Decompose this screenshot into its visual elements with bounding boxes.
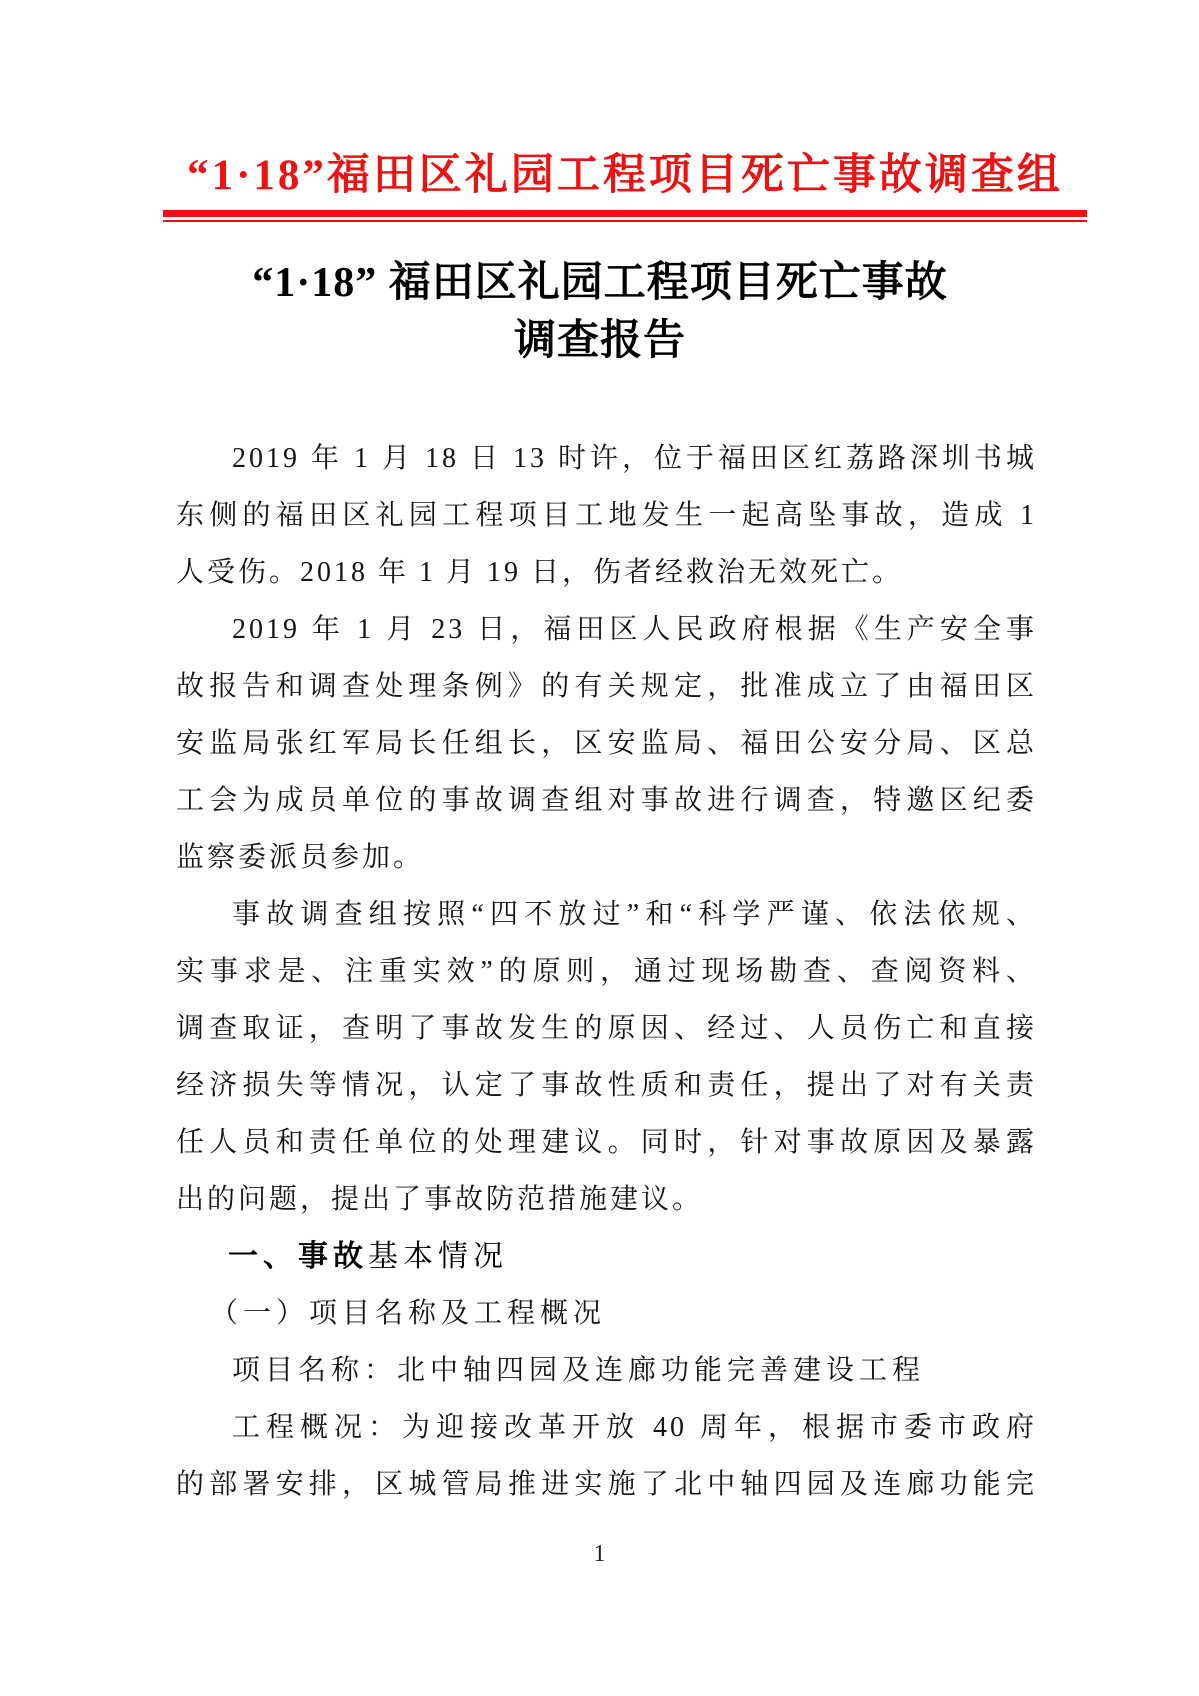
paragraph5-line2: 的部署安排，区城管局推进实施了北中轴四园及连廊功能完 <box>176 1469 1037 1500</box>
paragraph2-line5: 监察委派员参加。 <box>176 842 425 873</box>
page-number: 1 <box>593 1541 606 1567</box>
red-header-banner: “1·18”福田区礼园工程项目死亡事故调查组 <box>187 152 1063 199</box>
paragraph3-line4: 经济损失等情况，认定了事故性质和责任，提出了对有关责 <box>176 1070 1037 1101</box>
section1-heading <box>176 1228 1037 1285</box>
paragraph1-line3: 人受伤。2018 年 1 月 19 日，伤者经救治无效死亡。 <box>176 557 904 588</box>
report-body <box>176 430 1037 1513</box>
project-name-line: 项目名称：北中轴四园及连廊功能完善建设工程 <box>232 1355 926 1386</box>
paragraph2-line1: 2019 年 1 月 23 日，福田区人民政府根据《生产安全事 <box>232 614 1037 645</box>
paragraph1-line1: 2019 年 1 月 18 日 13 时许，位于福田区红荔路深圳书城 <box>232 443 1037 474</box>
paragraph3-line5: 任人员和责任单位的处理建议。同时，针对事故原因及暴露 <box>176 1127 1037 1158</box>
section1-heading-number: 一、事故 <box>228 1240 368 1273</box>
paragraph5-line1: 工程概况：为迎接改革开放 40 周年，根据市委市政府 <box>232 1412 1037 1443</box>
paragraph1-line2: 东侧的福田区礼园工程项目工地发生一起高坠事故，造成 1 <box>176 500 1037 531</box>
paragraph3-line6: 出的问题，提出了事故防范措施建议。 <box>176 1184 704 1215</box>
document-title-line2: 调查报告 <box>513 318 686 364</box>
paragraph2-line2: 故报告和调查处理条例》的有关规定，批准成立了由福田区 <box>176 671 1037 702</box>
document-title-line1: “1·18” 福田区礼园工程项目死亡事故 <box>252 260 948 306</box>
paragraph3-line3: 调查取证，查明了事故发生的原因、经过、人员伤亡和直接 <box>176 1013 1037 1044</box>
document-title <box>170 254 1030 370</box>
subsection1-heading: （一）项目名称及工程概况 <box>210 1298 607 1329</box>
section1-heading-text: 基本情况 <box>368 1240 508 1273</box>
paragraph3-line2: 实事求是、注重实效”的原则，通过现场勘查、查阅资料、 <box>176 956 1037 987</box>
paragraph2-line3: 安监局张红军局长任组长，区安监局、福田公安分局、区总 <box>176 728 1037 759</box>
paragraph2-line4: 工会为成员单位的事故调查组对事故进行调查，特邀区纪委 <box>176 785 1037 816</box>
paragraph3-line1: 事故调查组按照“四不放过”和“科学严谨、依法依规、 <box>232 899 1037 930</box>
red-double-rule <box>163 210 1087 222</box>
